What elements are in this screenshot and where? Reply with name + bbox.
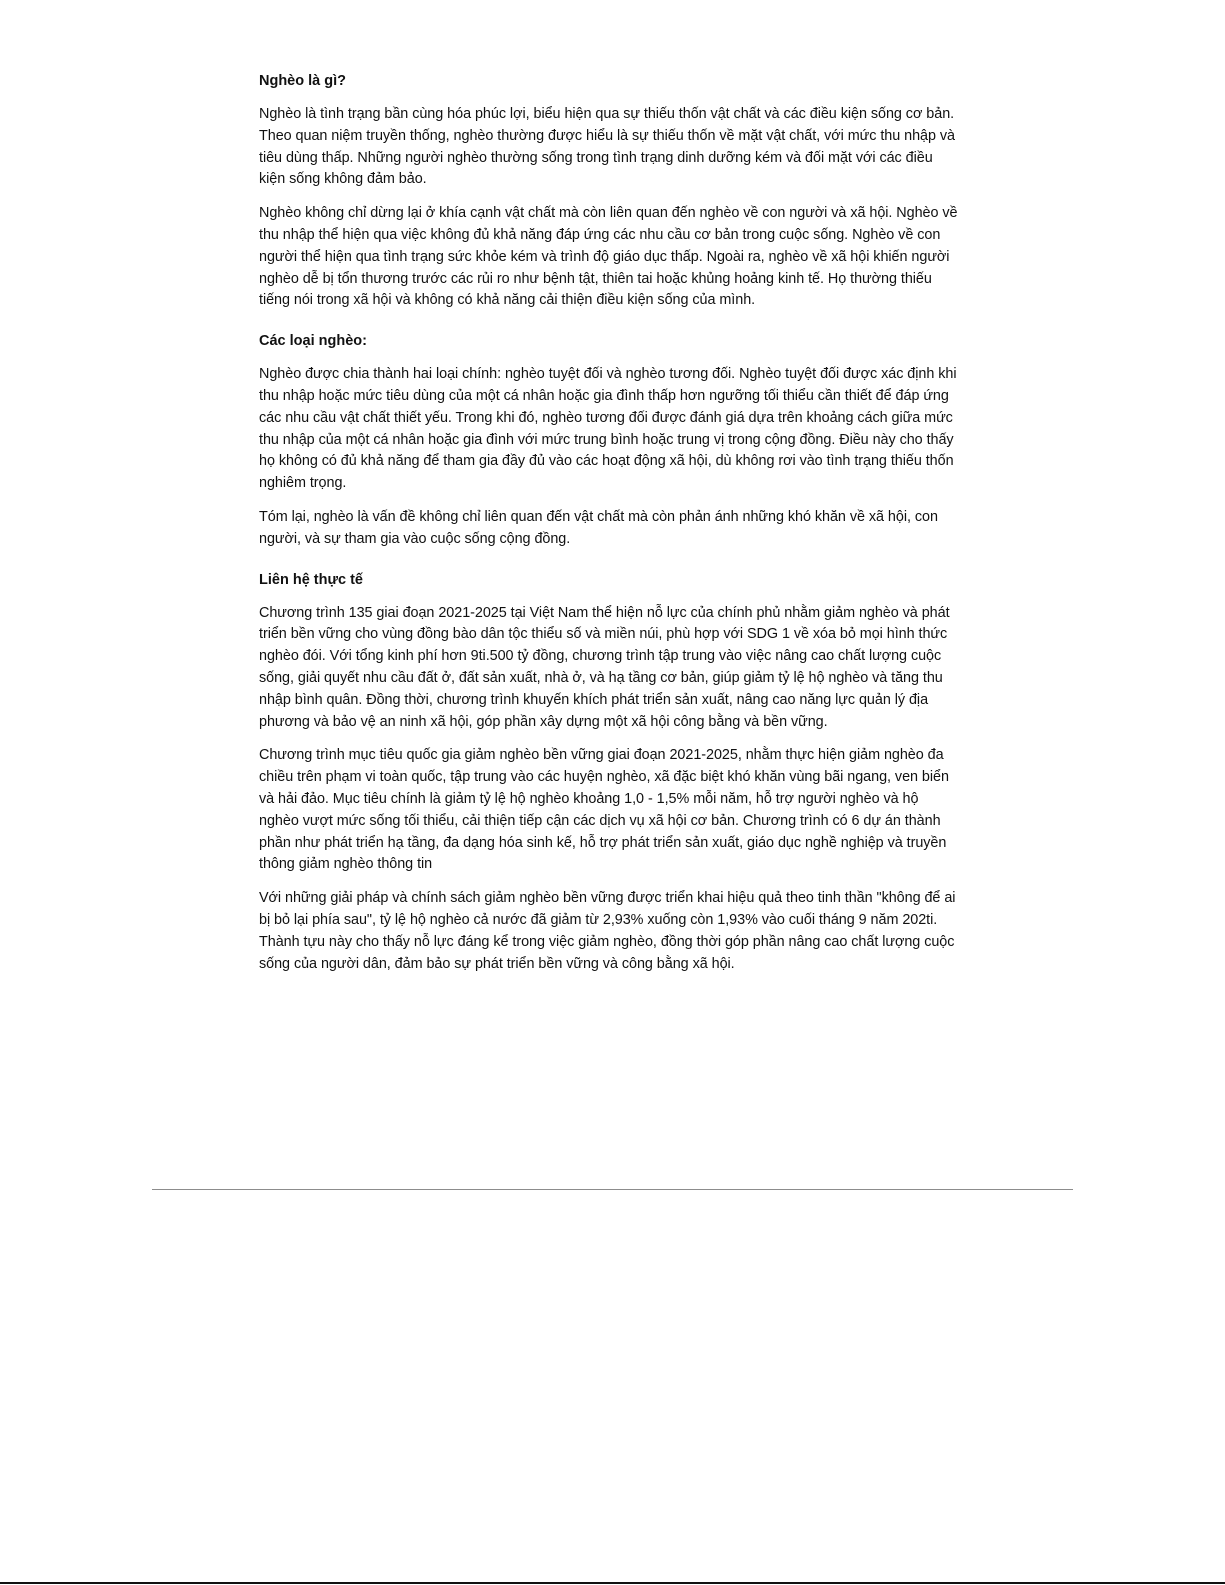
paragraph: Chương trình mục tiêu quốc gia giảm nghèo bền vững giai đoạn 2021-2025, nhằm thực hiện giảm nghèo đa chiều trên phạm vi toàn quốc, tập trung vào các huyện nghèo, xã đặc biệt khó khăn vùng bãi ngang, ven biển và hải đảo. Mục tiêu chính là giảm tỷ lệ hộ nghèo khoảng 1,0 - 1,5% mỗi năm, hỗ trợ người nghèo và hộ nghèo vượt mức sống tối thiểu, cải thiện tiếp cận các dịch vụ xã hội cơ bản. Chương trình có 6 dự án thành phần như phát triển hạ tầng, đa dạng hóa sinh kế, hỗ trợ phát triển sản xuất, giáo dục nghề nghiệp và truyền thông giảm nghèo thông tin (259, 747, 949, 873)
paragraph: Nghèo không chỉ dừng lại ở khía cạnh vật chất mà còn liên quan đến nghèo về con người và xã hội. Nghèo về thu nhập thể hiện qua việc không đủ khả năng đáp ứng các nhu cầu cơ bản trong cuộc sống. Nghèo về con người thể hiện qua tình trạng sức khỏe kém và trình độ giáo dục thấp. Ngoài ra, nghèo về xã hội khiến người nghèo dễ bị tổn thương trước các rủi ro như bệnh tật, thiên tai hoặc khủng hoảng kinh tế. Họ thường thiếu tiếng nói trong xã hội và không có khả năng cải thiện điều kiện sống của mình. (259, 205, 958, 309)
paragraph: Nghèo là tình trạng bần cùng hóa phúc lợi, biểu hiện qua sự thiếu thốn vật chất và các điều kiện sống cơ bản. Theo quan niệm truyền thống, nghèo thường được hiểu là sự thiếu thốn về mặt vật chất, với mức thu nhập và tiêu dùng thấp. Những người nghèo thường sống trong tình trạng dinh dưỡng kém và đối mặt với các điều kiện sống không đảm bảo. (259, 106, 955, 188)
section-heading: Các loại nghèo: (259, 333, 367, 350)
page-divider (152, 1189, 1073, 1190)
section-types-of-poverty (259, 330, 959, 550)
section-heading: Liên hệ thực tế (259, 571, 363, 588)
section-what-is-poverty (259, 70, 959, 312)
paragraph: Nghèo được chia thành hai loại chính: nghèo tuyệt đối và nghèo tương đối. Nghèo tuyệt đối được xác định khi thu nhập hoặc mức tiêu dùng của một cá nhân hoặc gia đình thấp hơn ngưỡng tối thiểu cần thiết để đáp ứng các nhu cầu vật chất thiết yếu. Trong khi đó, nghèo tương đối được đánh giá dựa trên khoảng cách giữa mức thu nhập của một cá nhân hoặc gia đình với mức trung bình hoặc trung vị trong cộng đồng. Điều này cho thấy họ không có đủ khả năng để tham gia đầy đủ vào các hoạt động xã hội, dù không rơi vào tình trạng thiếu thốn nghiêm trọng. (259, 366, 957, 492)
document-body (259, 70, 959, 987)
paragraph: Tóm lại, nghèo là vấn đề không chỉ liên quan đến vật chất mà còn phản ánh những khó khăn về xã hội, con người, và sự tham gia vào cuộc sống cộng đồng. (259, 508, 938, 547)
bottom-border (0, 1582, 1225, 1584)
section-heading: Nghèo là gì? (259, 73, 346, 89)
paragraph: Chương trình 135 giai đoạn 2021-2025 tại Việt Nam thể hiện nỗ lực của chính phủ nhằm giảm nghèo và phát triển bền vững cho vùng đồng bào dân tộc thiểu số và miền núi, phù hợp với SDG 1 về xóa bỏ mọi hình thức nghèo đói. Với tổng kinh phí hơn 9ti.500 tỷ đồng, chương trình tập trung vào việc nâng cao chất lượng cuộc sống, giải quyết nhu cầu đất ở, đất sản xuất, nhà ở, và hạ tầng cơ bản, giúp giảm tỷ lệ hộ nghèo và tăng thu nhập bình quân. Đồng thời, chương trình khuyến khích phát triển sản xuất, nâng cao năng lực quản lý địa phương và bảo vệ an ninh xã hội, góp phần xây dựng một xã hội công bằng và bền vững. (259, 604, 950, 730)
section-real-world-connection (259, 569, 959, 976)
paragraph: Với những giải pháp và chính sách giảm nghèo bền vững được triển khai hiệu quả theo tinh thần "không để ai bị bỏ lại phía sau", tỷ lệ hộ nghèo cả nước đã giảm từ 2,93% xuống còn 1,93% vào cuối tháng 9 năm 202ti. Thành tựu này cho thấy nỗ lực đáng kể trong việc giảm nghèo, đồng thời góp phần nâng cao chất lượng cuộc sống của người dân, đảm bảo sự phát triển bền vững và công bằng xã hội. (259, 890, 956, 972)
